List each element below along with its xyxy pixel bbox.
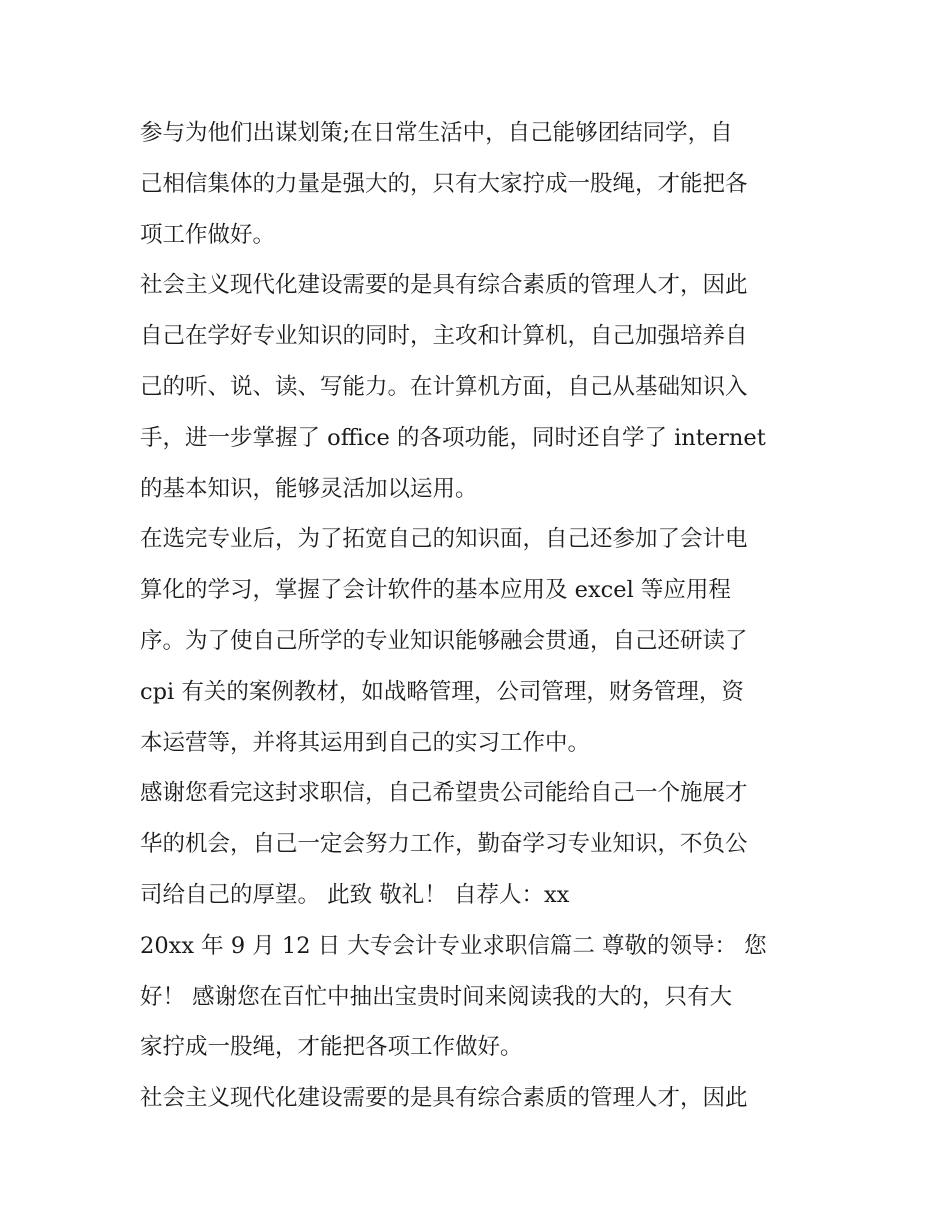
paragraph-2 [140, 260, 812, 514]
paragraph-4 [140, 768, 812, 1073]
text-line: 在选完专业后，为了拓宽自己的知识面，自己还参加了会计电 [140, 526, 748, 553]
text-line: 算化的学习，掌握了会计软件的基本应用及 excel 等应用程 [140, 577, 731, 604]
paragraph-3 [140, 514, 812, 768]
text-line: 序。为了使自己所学的专业知识能够融会贯通，自己还研读了 [140, 627, 748, 654]
paragraph-5 [140, 1073, 812, 1124]
text-line: 手，进一步掌握了 office 的各项功能，同时还自学了 internet [140, 424, 766, 451]
document-body [140, 108, 812, 1124]
text-line: 己相信集体的力量是强大的，只有大家拧成一股绳，才能把各 [140, 170, 748, 197]
text-line: 社会主义现代化建设需要的是具有综合素质的管理人才，因此 [140, 1085, 748, 1112]
text-line: 本运营等，并将其运用到自己的实习工作中。 [140, 729, 591, 756]
text-line: 家拧成一股绳，才能把各项工作做好。 [140, 1034, 523, 1061]
text-line: 己的听、说、读、写能力。在计算机方面，自己从基础知识入 [140, 373, 748, 400]
text-line: 项工作做好。 [140, 221, 276, 248]
text-line: 20xx 年 9 月 12 日 大专会计专业求职信篇二 尊敬的领导： 您 [140, 932, 767, 959]
text-line: 感谢您看完这封求职信，自己希望贵公司能给自己一个施展才 [140, 780, 748, 807]
text-line: 司给自己的厚望。 此致 敬礼！ 自荐人：xx [140, 881, 570, 908]
text-line: 的基本知识，能够灵活加以运用。 [140, 475, 478, 502]
text-line: 社会主义现代化建设需要的是具有综合素质的管理人才，因此 [140, 272, 748, 299]
text-line: 自己在学好专业知识的同时，主攻和计算机，自己加强培养自 [140, 323, 748, 350]
text-line: 华的机会，自己一定会努力工作，勤奋学习专业知识，不负公 [140, 831, 748, 858]
text-line: 好！ 感谢您在百忙中抽出宝贵时间来阅读我的大的，只有大 [140, 983, 733, 1010]
text-line: 参与为他们出谋划策;在日常生活中，自己能够团结同学，自 [140, 120, 733, 146]
text-line: cpi 有关的案例教材，如战略管理，公司管理，财务管理，资 [140, 678, 744, 705]
paragraph-1 [140, 108, 812, 260]
